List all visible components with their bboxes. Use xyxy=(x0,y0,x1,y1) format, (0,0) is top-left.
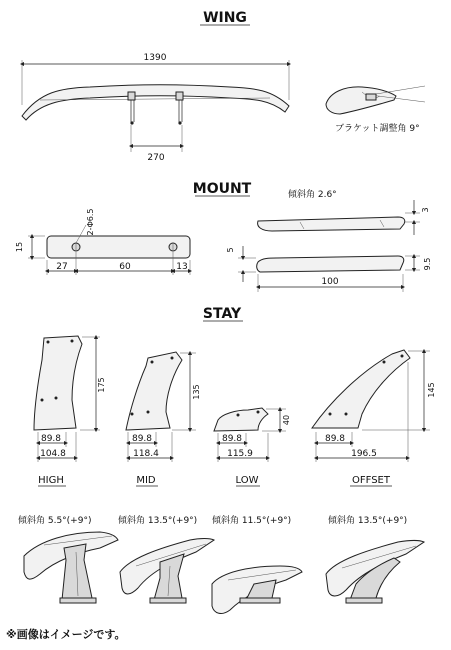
angle-label-2: 傾斜角 13.5°(+9°) xyxy=(118,516,198,526)
stay-high-inner: 89.8 xyxy=(40,434,62,444)
mount-dim-2: 60 xyxy=(119,262,131,272)
angle-illustration-1 xyxy=(24,532,118,603)
stay-title: STAY xyxy=(202,306,242,322)
image-note: ※画像はイメージです。 xyxy=(6,628,126,641)
stay-offset-drawing xyxy=(312,350,430,462)
wing-side-view xyxy=(326,86,425,114)
stay-offset-name: OFFSET xyxy=(352,475,390,486)
mount-left-thickness: 5 xyxy=(226,247,235,253)
mount-top-thickness: 3 xyxy=(421,207,430,213)
stay-low-height: 40 xyxy=(282,414,291,426)
mount-dim-1: 27 xyxy=(56,262,68,272)
mount-length-dim: 100 xyxy=(321,277,339,287)
stay-mid-drawing xyxy=(126,352,196,462)
stay-offset-outer: 196.5 xyxy=(351,449,377,459)
angle-illustration-2 xyxy=(120,539,214,604)
wing-front-view xyxy=(22,60,289,152)
wing-title: WING xyxy=(203,10,247,26)
stay-high-height: 175 xyxy=(97,377,106,393)
mount-top-view xyxy=(28,225,190,275)
stay-mid-inner: 89.8 xyxy=(131,434,153,444)
mount-height-dim: 15 xyxy=(15,241,24,253)
angle-label-1: 傾斜角 5.5°(+9°) xyxy=(18,516,92,526)
angle-label-4: 傾斜角 13.5°(+9°) xyxy=(328,516,408,526)
mount-dim-3: 13 xyxy=(176,262,188,272)
mount-hole-label: 2-Φ6.5 xyxy=(86,208,95,236)
stay-mid-outer: 118.4 xyxy=(133,449,159,459)
stay-offset-inner: 89.8 xyxy=(324,434,346,444)
mount-side-view-top xyxy=(258,200,420,235)
stay-mid-name: MID xyxy=(136,475,156,486)
mount-tilt-label: 傾斜角 2.6° xyxy=(288,190,337,200)
stay-high-outer: 104.8 xyxy=(40,449,66,459)
mount-title: MOUNT xyxy=(192,181,252,197)
wing-stay-spacing-dim: 270 xyxy=(147,153,165,163)
stay-offset-height: 145 xyxy=(427,382,436,398)
bracket-angle-label: ブラケット調整角 9° xyxy=(335,124,420,134)
wing-width-dim: 1390 xyxy=(143,53,167,63)
stay-high-name: HIGH xyxy=(38,475,64,486)
stay-low-inner: 89.8 xyxy=(221,434,243,444)
stay-low-name: LOW xyxy=(235,475,259,486)
stay-low-outer: 115.9 xyxy=(227,449,253,459)
stay-mid-height: 135 xyxy=(192,384,201,400)
angle-illustration-3 xyxy=(212,566,302,613)
angle-label-3: 傾斜角 11.5°(+9°) xyxy=(212,516,292,526)
angle-illustration-4 xyxy=(326,541,424,604)
mount-right-thickness: 9.5 xyxy=(423,257,432,271)
